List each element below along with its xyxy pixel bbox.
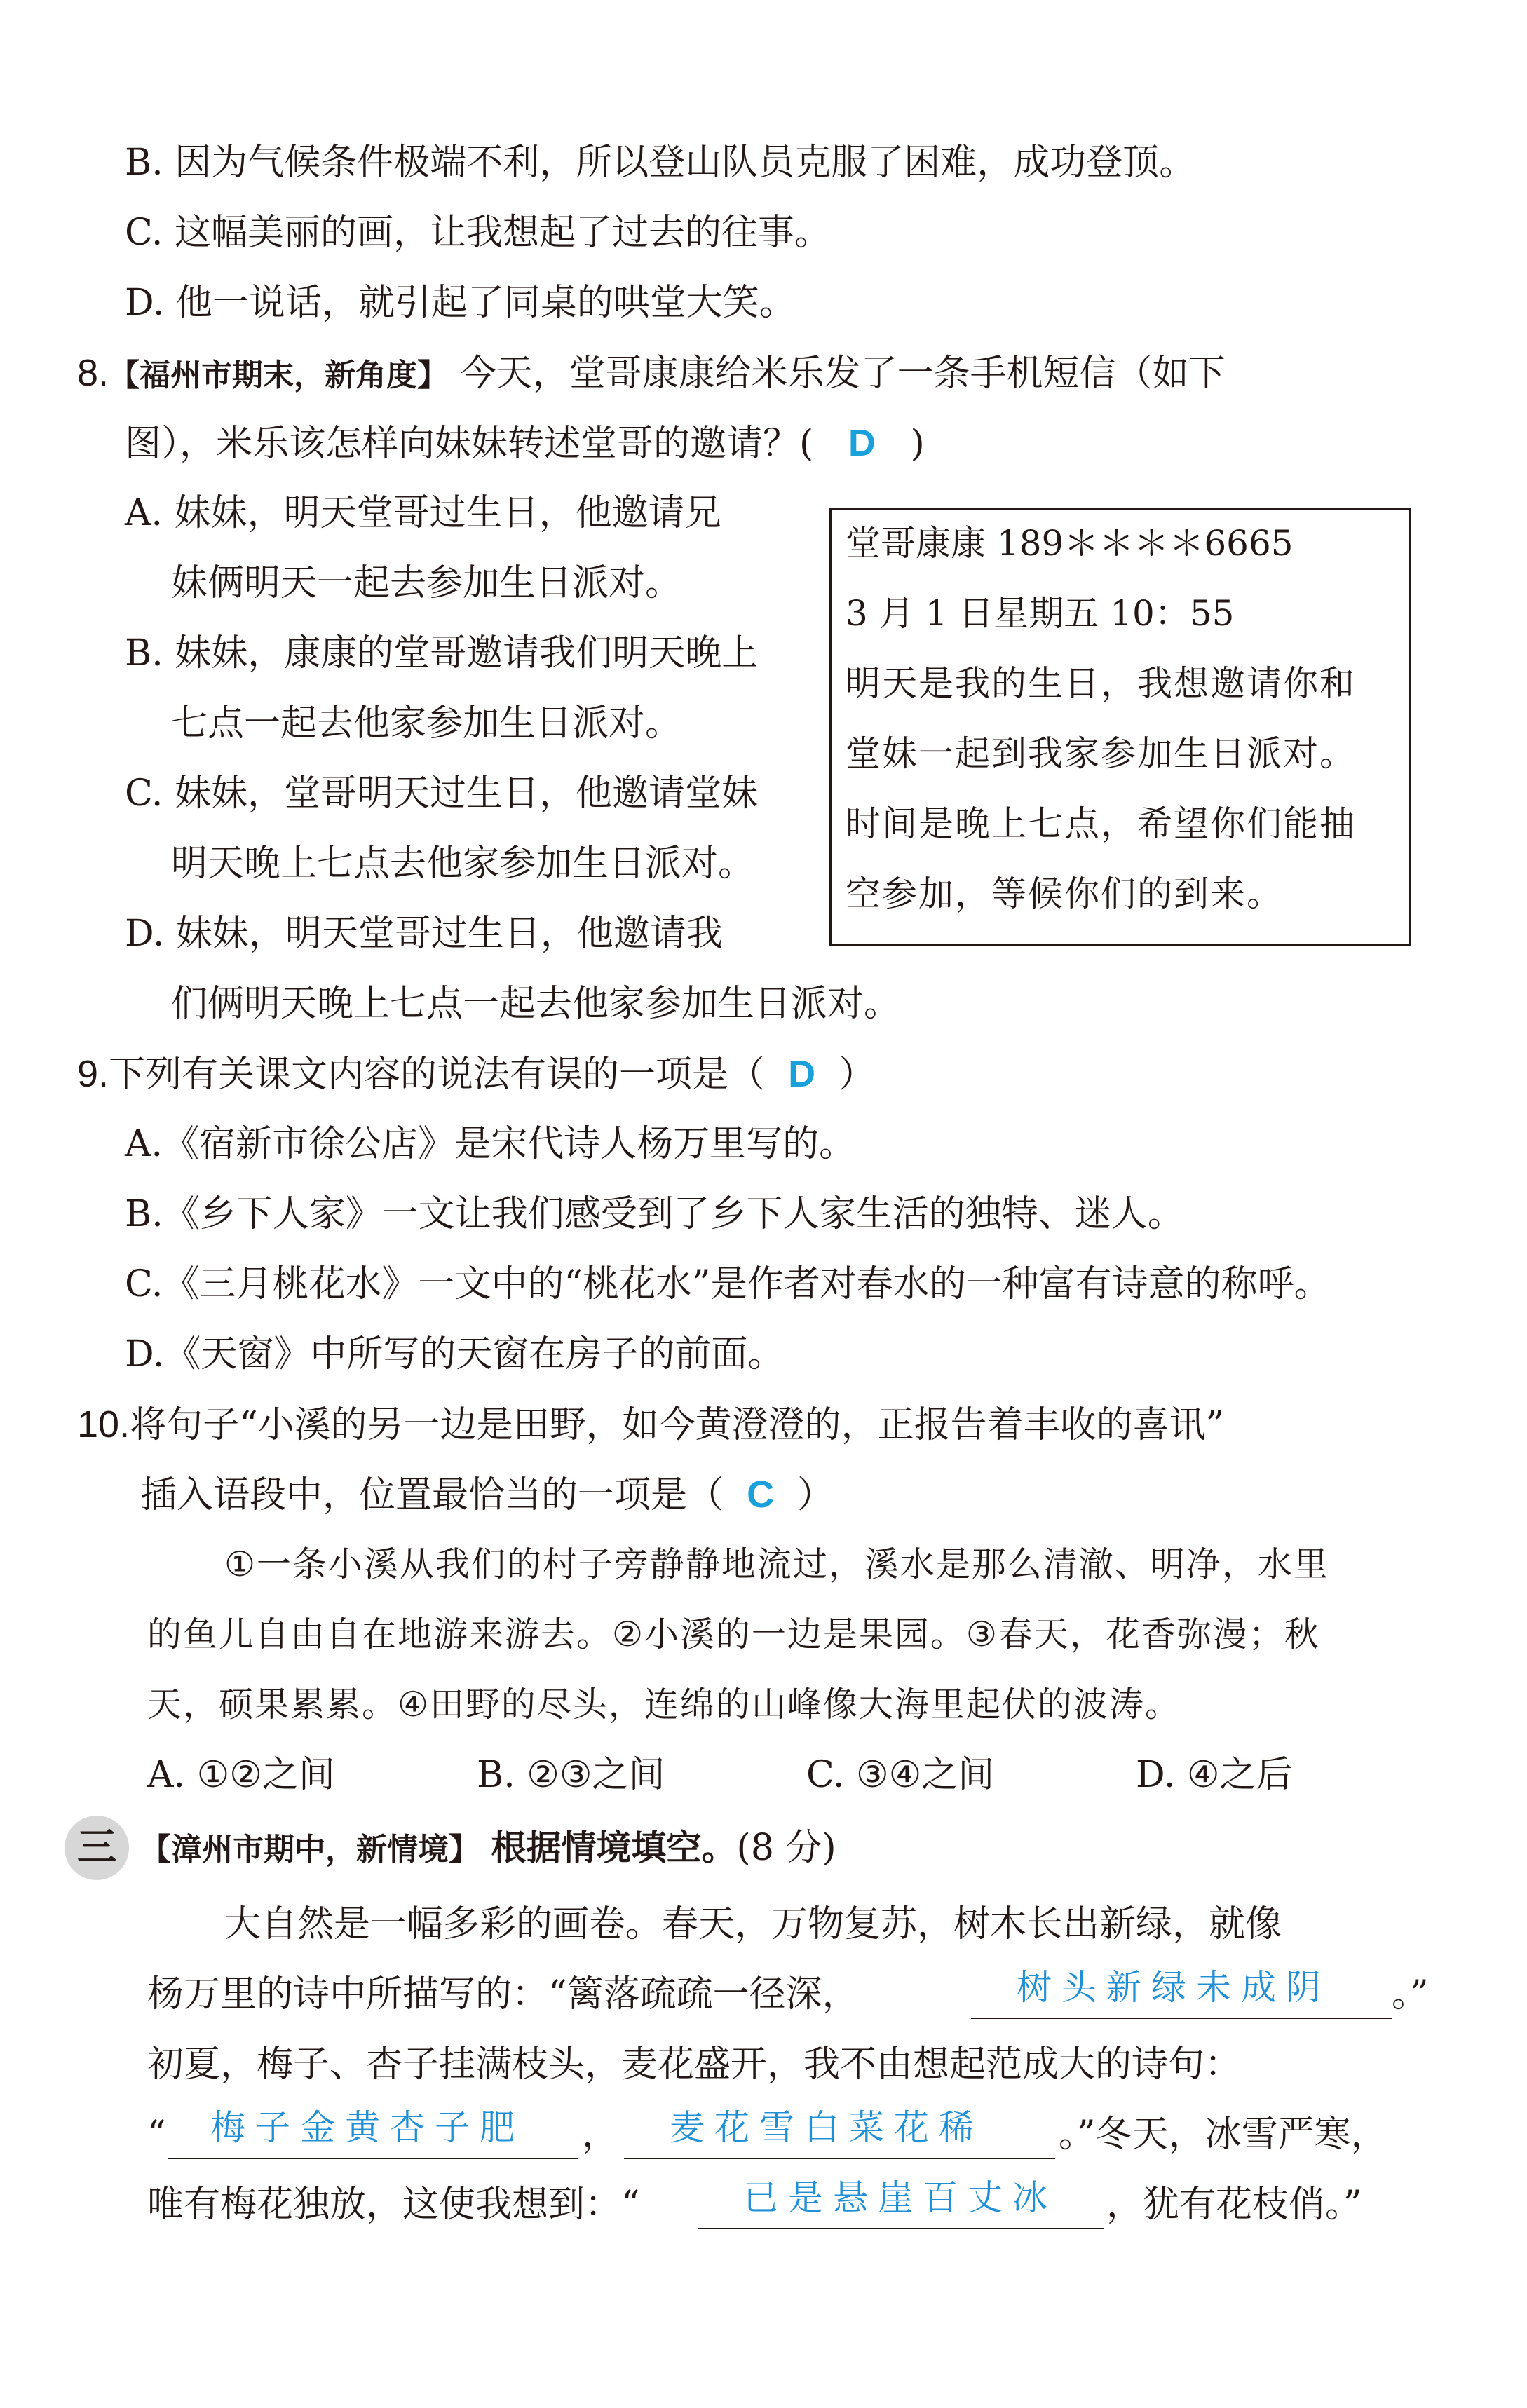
q8-option-d-line2: 们俩明天晚上七点一起去他家参加生日派对。 [171,983,901,1025]
q9-close-paren: ） [839,1054,876,1096]
section3-title: 根据情境填空。 [491,1828,737,1868]
q8-source-tag: 【福州市期末，新角度】 [109,358,449,393]
q9-option-c: C.《三月桃花水》一文中的“桃花水”是作者对春水的一种富有诗意的称呼。 [125,1263,1331,1305]
answer-blank-1 [971,2018,1392,2019]
q10-option-a: A. ①②之间 [147,1754,335,1796]
section3-open-quote: “ [147,2114,166,2156]
q8-option-c-line2: 明天晚上七点去他家参加生日派对。 [171,843,755,885]
q8-close-paren: ) [910,423,925,465]
sms-message-box [829,508,1411,946]
q10-passage-line1: ①一条小溪从我们的村子旁静静地流过，溪水是那么清澈、明净，水里 [224,1544,1329,1584]
q8-option-b-line1: B. 妹妹，康康的堂哥邀请我们明天晚上 [125,632,759,674]
section3-heading [140,1823,836,1875]
q8-option-d-line1: D. 妹妹，明天堂哥过生日，他邀请我 [125,913,723,955]
q9-number: 9. [77,1053,109,1095]
q8-option-b-line2: 七点一起去他家参加生日派对。 [171,702,682,744]
answer-blank-2-text: 梅子金黄杏子肥 [210,2107,524,2148]
q8-line-2 [125,419,925,468]
section3-para-line2a: 杨万里的诗中所描写的：“篱落疏疏一径深， [147,1973,859,2015]
section3-para-line1: 大自然是一幅多彩的画卷。春天，万物复苏，树木长出新绿，就像 [224,1903,1282,1945]
sms-body-line2: 堂妹一起到我家参加生日派对。 [846,733,1356,774]
q10-passage-line3: 天，硕果累累。④田野的尽头，连绵的山峰像大海里起伏的波涛。 [147,1685,1181,1725]
answer-blank-3 [624,2158,1055,2159]
answer-blank-2 [168,2158,578,2159]
q8-option-a-line2: 妹俩明天一起去参加生日派对。 [171,562,682,604]
section3-para-line5a: 唯有梅花独放，这使我想到：“ [147,2184,640,2226]
section3-para-line3: 初夏，梅子、杏子挂满枝头，麦花盛开，我不由想起范成大的诗句： [147,2043,1242,2086]
answer-blank-1-text: 树头新绿未成阴 [1017,1967,1331,2008]
q10-stem-1: 将句子“小溪的另一边是田野，如今黄澄澄的，正报告着丰收的喜讯” [130,1404,1225,1446]
q8-stem-2: 图），米乐该怎样向妹妹转述堂哥的邀请？( [125,423,814,465]
sms-body-line1: 明天是我的生日，我想邀请你和 [846,663,1356,704]
q9-stem-line [77,1049,875,1099]
q9-answer: D [788,1053,816,1095]
q8-answer: D [848,422,876,464]
q10-number: 10. [77,1403,130,1446]
answer-blank-4 [698,2228,1104,2229]
answer-blank-4-text: 已是悬崖百丈冰 [743,2177,1057,2218]
q9-option-d: D.《天窗》中所写的天窗在房子的前面。 [125,1333,785,1375]
sms-datetime: 3 月 1 日星期五 10：55 [846,593,1235,634]
q7-option-c: C. 这幅美丽的画，让我想起了过去的往事。 [125,212,831,254]
sms-body-line3: 时间是晚上七点，希望你们能抽 [846,803,1356,844]
q10-option-b: B. ②③之间 [477,1754,665,1796]
section3-comma: ， [582,2114,619,2156]
section-number-badge: 三 [65,1816,129,1880]
q10-stem-line-2 [140,1470,834,1520]
section3-para-line4c: 。”冬天，冰雪严寒， [1059,2114,1387,2156]
q10-option-d: D. ④之后 [1136,1754,1293,1796]
section3-para-line2b: 。” [1392,1973,1429,2015]
q10-passage-line2: 的鱼儿自由自在地游来游去。②小溪的一边是果园。③春天，花香弥漫；秋 [147,1614,1320,1654]
q10-answer: C [747,1474,775,1516]
q8-option-c-line1: C. 妹妹，堂哥明天过生日，他邀请堂妹 [125,773,758,815]
q8-line-1 [77,348,1226,400]
section3-score: (8 分) [736,1827,836,1869]
section3-source-tag: 【漳州市期中，新情境】 [140,1832,480,1868]
q8-stem-1: 今天，堂哥康康给米乐发了一条手机短信（如下 [459,353,1226,395]
sms-sender: 堂哥康康 189＊＊＊＊6665 [846,523,1294,564]
q8-option-a-line1: A. 妹妹，明天堂哥过生日，他邀请兄 [125,492,721,534]
q10-stem-line-1 [77,1400,1224,1450]
section3-para-line5b: ，犹有花枝俏。” [1106,2184,1362,2226]
sms-body-line4: 空参加，等候你们的到来。 [846,873,1283,914]
q9-stem: 下列有关课文内容的说法有误的一项是（ [109,1054,766,1096]
q9-option-a: A.《宿新市徐公店》是宋代诗人杨万里写的。 [125,1123,856,1165]
q7-option-b: B. 因为气候条件极端不利，所以登山队员克服了困难，成功登顶。 [125,142,1196,184]
q9-option-b: B.《乡下人家》一文让我们感受到了乡下人家生活的独特、迷人。 [125,1193,1184,1235]
q10-option-c: C. ③④之间 [806,1754,995,1796]
answer-blank-3-text: 麦花雪白菜花稀 [670,2107,984,2148]
q8-number: 8. [77,352,109,394]
q7-option-d: D. 他一说话，就引起了同桌的哄堂大笑。 [125,282,796,324]
q10-close-paren: ） [797,1474,834,1516]
q10-stem-2: 插入语段中，位置最恰当的一项是（ [140,1474,724,1516]
